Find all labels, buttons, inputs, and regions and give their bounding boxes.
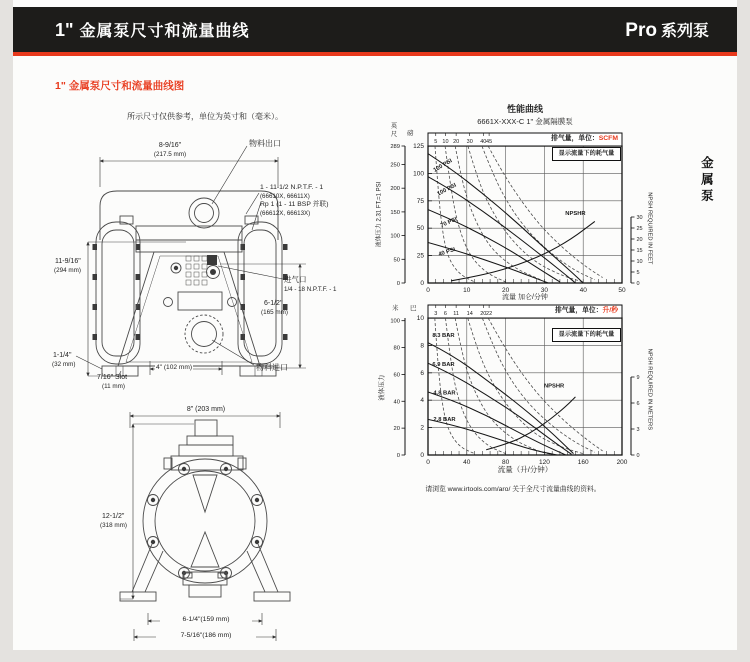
svg-text:289: 289 <box>390 144 400 150</box>
series-label-cn: 系列泵 <box>660 22 709 40</box>
svg-text:NPSHR: NPSHR <box>543 383 565 390</box>
svg-text:25: 25 <box>636 226 643 232</box>
svg-text:125: 125 <box>413 143 424 150</box>
svg-text:0: 0 <box>396 453 400 459</box>
dim-height-mm: (294 mm) <box>54 267 81 274</box>
chart1-note-box: 显示流量下的耗气量 <box>552 147 621 161</box>
chart1-head-axis-heading: 英尺 <box>389 122 397 139</box>
port-spec-line2: (66610X, 66611X) <box>260 193 310 200</box>
section-subtitle: 1" 金属泵尺寸和流量曲线图 <box>55 80 185 92</box>
port-spec-line3: Rp 1 (1 - 11 BSP 并联) <box>260 201 329 208</box>
material-inlet-port <box>185 315 223 353</box>
dim-side-width: 8" (203 mm) <box>165 406 247 414</box>
chart2-npsh-axis-label: NPSH REQUIRED IN METERS <box>646 348 653 431</box>
svg-text:70 PSI: 70 PSI <box>439 216 459 230</box>
svg-text:3: 3 <box>636 427 640 433</box>
svg-text:30: 30 <box>540 287 549 294</box>
chart2-air-band-label <box>430 307 618 315</box>
svg-text:40: 40 <box>463 459 471 466</box>
svg-text:250: 250 <box>390 162 400 169</box>
chart2-air-band-prefix: 排气量，单位： <box>554 307 603 314</box>
diagram-note: 所示尺寸仅供参考，单位为英寸和（毫米）。 <box>127 112 283 121</box>
port-spec-line4: (66612X, 66613X) <box>260 210 311 217</box>
pump-side-view-drawing <box>120 420 290 601</box>
svg-text:14: 14 <box>466 311 473 317</box>
dim-air-height-mm: (165 mm) <box>261 309 288 316</box>
series-label-latin: Pro <box>625 19 657 41</box>
svg-text:6: 6 <box>636 401 640 407</box>
dim-air-height: 6-1/2" <box>264 300 283 307</box>
port-spec-line1: 1 - 11-1/2 N.P.T.F. - 1 <box>260 184 324 191</box>
dim-foot: 1-1/4" <box>53 352 72 359</box>
svg-text:NPSHR: NPSHR <box>565 210 586 217</box>
outlet-label: 物料出口 <box>249 139 281 148</box>
chart1-left-axis-label: 液体压力 2.31 FT.=1 PSI <box>376 181 383 248</box>
page-title <box>13 18 250 41</box>
svg-text:40: 40 <box>393 399 400 406</box>
chart1-air-band-prefix: 排气量，单位： <box>551 135 599 142</box>
svg-text:100: 100 <box>390 233 400 240</box>
svg-text:10: 10 <box>636 259 643 265</box>
dim-bolt-span: 4" (102 mm) <box>156 364 193 371</box>
air-inlet-thread: 1/4 - 18 N.P.T.F. - 1 <box>284 286 337 293</box>
svg-text:100: 100 <box>390 318 400 325</box>
svg-text:50: 50 <box>393 257 400 264</box>
svg-text:6.9 BAR: 6.9 BAR <box>432 361 455 368</box>
front-view-dimension-lines <box>76 146 306 377</box>
svg-text:6: 6 <box>420 369 424 377</box>
svg-text:0: 0 <box>420 280 424 287</box>
svg-text:20: 20 <box>453 139 460 145</box>
svg-text:150: 150 <box>390 209 400 216</box>
svg-text:2: 2 <box>420 424 424 432</box>
dim-side-height: 12-1/2" <box>102 513 125 520</box>
svg-text:4.8 BAR: 4.8 BAR <box>433 390 456 397</box>
pump-front-view-drawing <box>93 191 288 376</box>
svg-text:75: 75 <box>416 197 424 205</box>
svg-text:120: 120 <box>538 459 550 466</box>
dim-side-height-mm: (318 mm) <box>100 522 127 529</box>
svg-text:160: 160 <box>577 459 589 466</box>
svg-text:20: 20 <box>501 287 510 294</box>
page-title-text: 金属泵尺寸和流量曲线 <box>79 23 250 40</box>
svg-text:40: 40 <box>480 139 487 145</box>
dim-slot: 7/16" Slot <box>97 374 128 381</box>
header-red-rule <box>13 52 737 56</box>
air-inlet-label: 进气口 <box>284 275 307 284</box>
svg-text:10: 10 <box>463 287 471 294</box>
chart1-npsh-axis-label: NPSH REQUIRED IN FEET <box>646 192 653 265</box>
svg-text:45: 45 <box>486 139 493 145</box>
svg-text:5: 5 <box>434 139 438 145</box>
svg-text:200: 200 <box>390 186 400 193</box>
svg-text:20: 20 <box>393 426 400 433</box>
chart2-xaxis-label: 流量（升/分钟） <box>497 465 553 474</box>
dim-foot-mm: (32 mm) <box>52 361 76 368</box>
svg-text:50: 50 <box>416 225 424 233</box>
svg-text:30: 30 <box>466 139 473 145</box>
svg-text:100 PSI: 100 PSI <box>436 182 458 198</box>
dim-slot-mm: (11 mm) <box>102 383 125 390</box>
svg-text:15: 15 <box>636 248 643 254</box>
svg-text:5: 5 <box>636 270 640 276</box>
svg-text:25: 25 <box>416 252 424 260</box>
svg-text:4: 4 <box>420 397 424 405</box>
svg-text:60: 60 <box>393 372 400 379</box>
svg-text:20: 20 <box>480 311 487 317</box>
chart2-air-band-unit: 升/秒 <box>602 307 618 314</box>
svg-text:9: 9 <box>636 375 640 381</box>
charts-title: 性能曲线 <box>506 104 543 114</box>
svg-text:100: 100 <box>413 170 424 178</box>
svg-text:20: 20 <box>636 237 643 243</box>
pump-dimension-drawings <box>40 96 380 652</box>
svg-text:0: 0 <box>396 281 400 287</box>
dim-top-width: 8-9/16" <box>158 142 182 149</box>
chart1-air-band-label <box>430 135 618 143</box>
chart1-xaxis-label: 流量 加仑/分钟 <box>502 294 548 301</box>
side-tab-label: 金属泵 <box>699 156 714 206</box>
svg-text:3: 3 <box>434 311 438 317</box>
svg-text:10: 10 <box>416 315 424 322</box>
chart2-head-axis-heading: 米 <box>392 305 399 312</box>
svg-text:2.8 BAR: 2.8 BAR <box>433 416 456 423</box>
dim-height: 11-9/16" <box>55 258 81 265</box>
svg-text:8.3 BAR: 8.3 BAR <box>432 333 455 340</box>
svg-text:0: 0 <box>420 452 424 459</box>
flange-bolts <box>148 464 263 579</box>
svg-text:80: 80 <box>501 459 510 466</box>
chart2-pressure-axis-heading: 巴 <box>410 305 417 312</box>
chart1-subtitle: 6661X-XXX-C 1" 金属隔膜泵 <box>477 117 573 126</box>
muffler-grid <box>186 256 207 285</box>
svg-text:200: 200 <box>616 459 628 466</box>
svg-text:80: 80 <box>393 345 400 352</box>
svg-text:0: 0 <box>636 281 640 287</box>
inlet-label: 物料进口 <box>256 363 288 372</box>
dim-base-inner: 6-1/4"(159 mm) <box>160 616 252 624</box>
page-header <box>13 7 737 52</box>
series-label <box>625 18 737 42</box>
svg-text:10: 10 <box>442 139 449 145</box>
svg-text:0: 0 <box>426 287 430 294</box>
dim-base-outer: 7-5/16"(186 mm) <box>156 632 256 640</box>
svg-text:11: 11 <box>453 311 459 317</box>
svg-text:40: 40 <box>579 287 587 294</box>
svg-text:30: 30 <box>636 215 643 221</box>
svg-text:40 PSI: 40 PSI <box>437 246 457 258</box>
chart2-left-axis-label: 液体压力 <box>378 374 386 401</box>
page-title-size: 1" <box>55 20 74 40</box>
footer-note: 请浏览 www.irtools.com/aro/ 关于全尺寸流量曲线的资料。 <box>425 486 601 493</box>
svg-text:0: 0 <box>636 453 640 459</box>
side-view-dimension-lines <box>120 412 280 641</box>
dim-top-width-mm: (217.5 mm) <box>153 151 187 158</box>
svg-text:6: 6 <box>443 311 447 317</box>
svg-text:120 PSI: 120 PSI <box>432 158 454 174</box>
svg-text:0: 0 <box>426 459 430 466</box>
chart1-pressure-axis-heading: 磅 <box>407 130 414 137</box>
svg-text:22: 22 <box>486 311 493 317</box>
svg-text:50: 50 <box>618 287 626 294</box>
chart2-note-box: 显示流量下的耗气量 <box>552 328 621 342</box>
svg-text:8: 8 <box>420 342 424 350</box>
chart1-air-band-unit: SCFM <box>598 135 618 142</box>
